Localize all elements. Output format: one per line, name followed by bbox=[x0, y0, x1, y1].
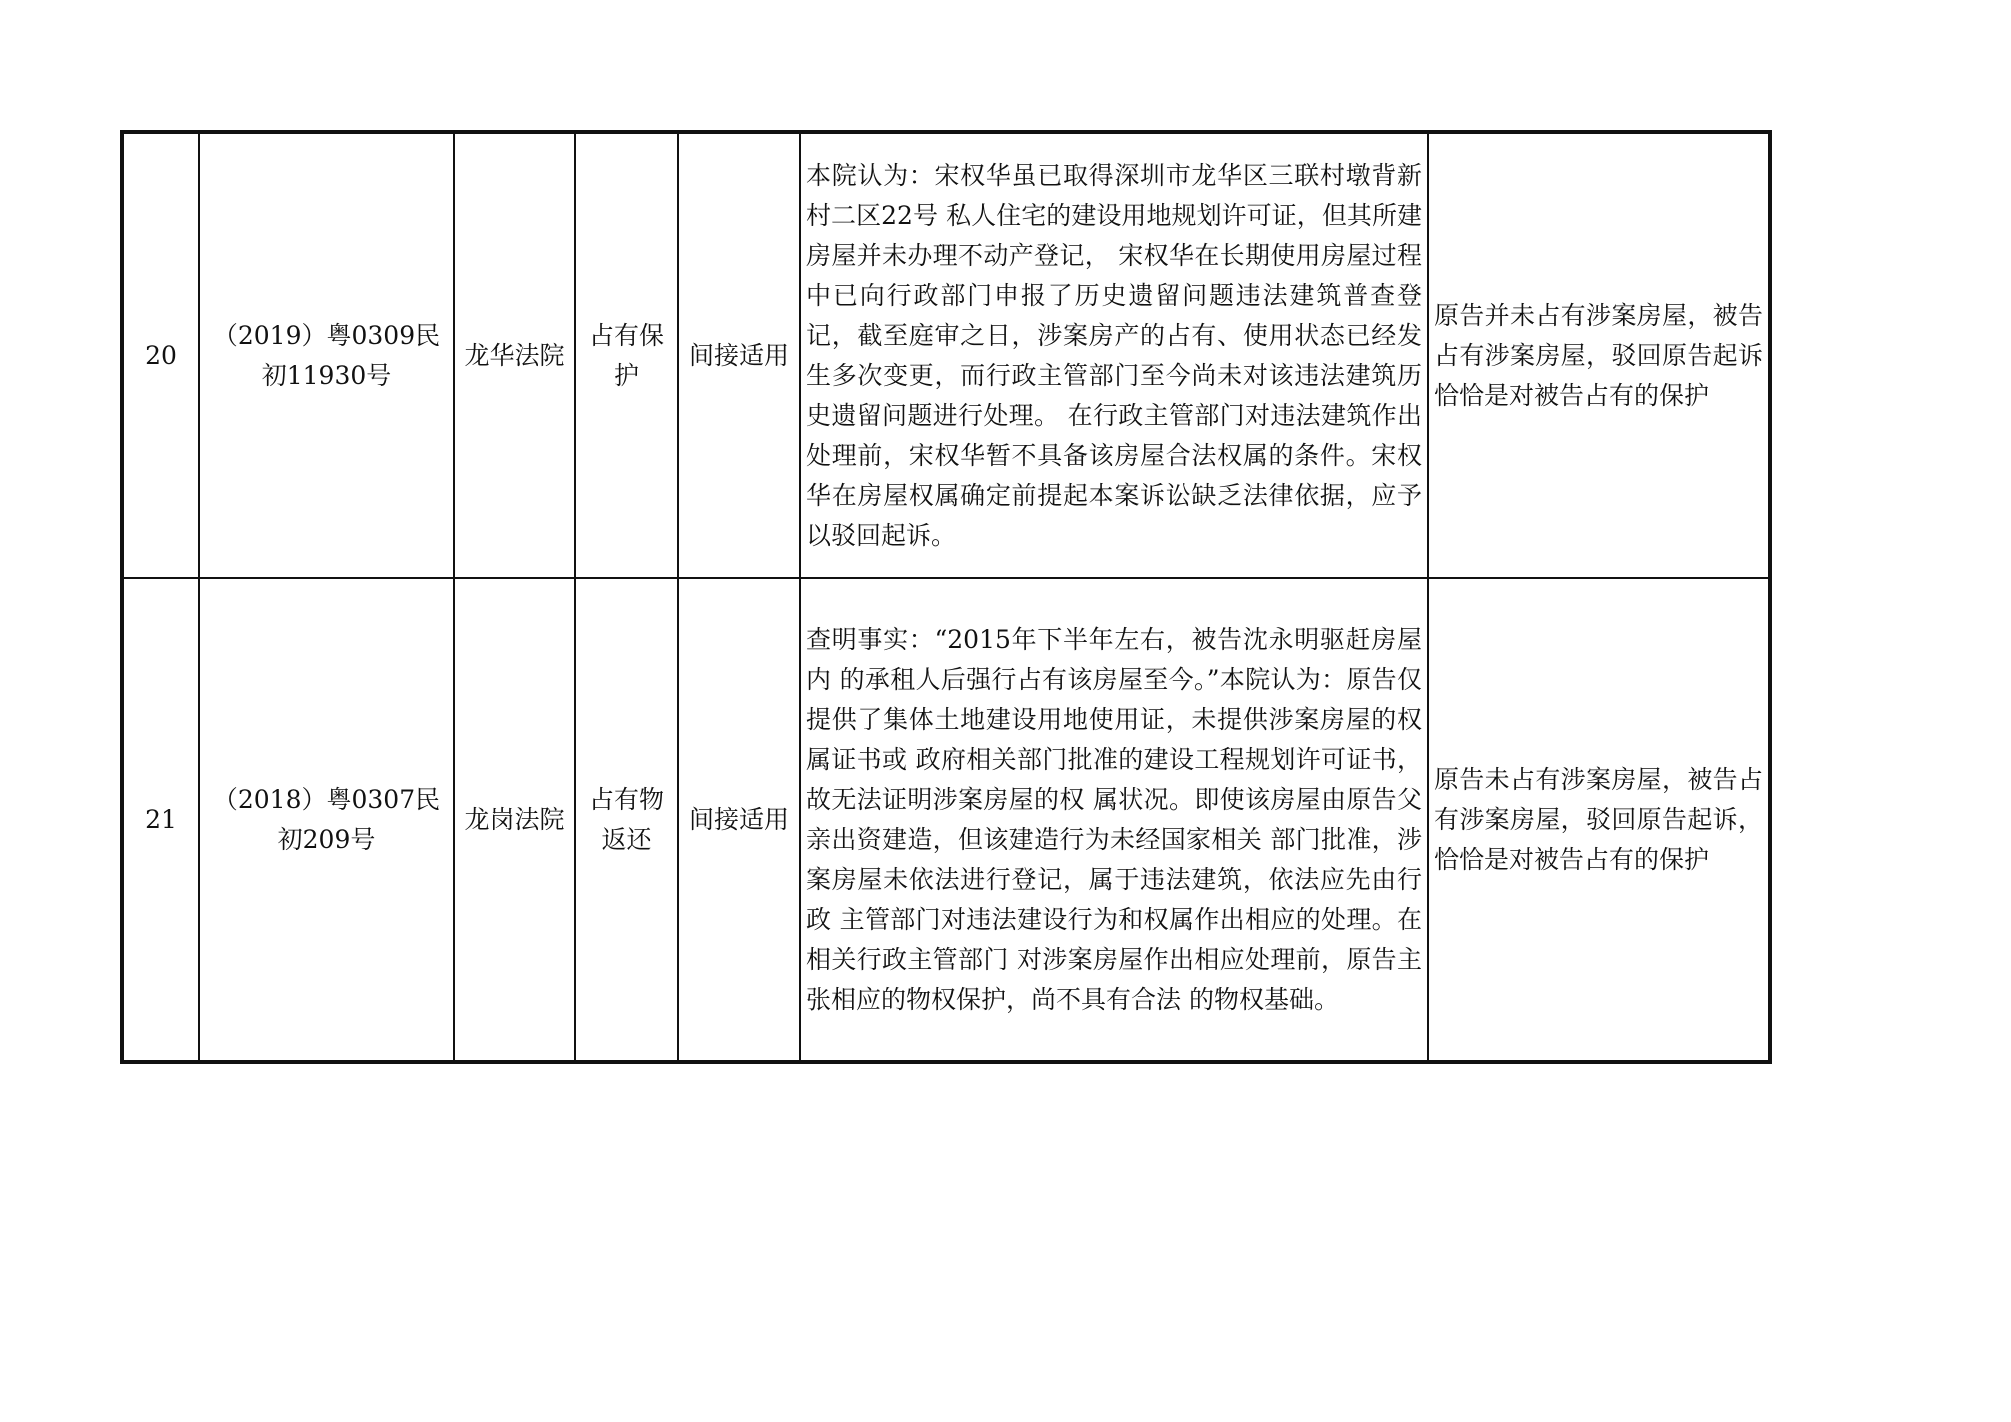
claim-type: 占有物返还 bbox=[575, 578, 678, 1062]
analysis-note: 原告未占有涉案房屋，被告占有涉案房屋，驳回原告起诉，恰恰是对被告占有的保护 bbox=[1428, 578, 1770, 1062]
application-mode: 间接适用 bbox=[678, 132, 800, 578]
case-table bbox=[120, 130, 1772, 1064]
case-number: （2018）粤0307民初209号 bbox=[199, 578, 454, 1062]
table-row bbox=[122, 578, 1770, 1062]
row-number: 21 bbox=[122, 578, 199, 1062]
analysis-note: 原告并未占有涉案房屋，被告占有涉案房屋，驳回原告起诉恰恰是对被告占有的保护 bbox=[1428, 132, 1770, 578]
court-reasoning: 查明事实：“2015年下半年左右，被告沈永明驱赶房屋内 的承租人后强行占有该房屋至今。”本院认为：原告仅提供了集体土地建设用地使用证，未提供涉案房屋的权属证书或 政府相关部门批准的建设工程规划许可证书，故无法证明涉案房屋的权 属状况。即使该房屋由原告父亲出资建造，但该建造行为未经国家相关 部门批准，涉案房屋未依法进行登记，属于违法建筑，依法应先由行政 主管部门对违法建设行为和权属作出相应的处理。在相关行政主管部门 对涉案房屋作出相应处理前，原告主张相应的物权保护，尚不具有合法 的物权基础。 bbox=[800, 578, 1428, 1062]
case-number: （2019）粤0309民初11930号 bbox=[199, 132, 454, 578]
row-number: 20 bbox=[122, 132, 199, 578]
table-row bbox=[122, 132, 1770, 578]
court-name: 龙华法院 bbox=[454, 132, 575, 578]
court-reasoning: 本院认为：宋权华虽已取得深圳市龙华区三联村墩背新村二区22号 私人住宅的建设用地规划许可证，但其所建房屋并未办理不动产登记， 宋权华在长期使用房屋过程中已向行政部门申报了历史遗留问题违法建筑普查登记，截至庭审之日，涉案房产的占有、使用状态已经发生多次变更，而行政主管部门至今尚未对该违法建筑历史遗留问题进行处理。 在行政主管部门对违法建筑作出处理前，宋权华暂不具备该房屋合法权属的条件。宋权华在房屋权属确定前提起本案诉讼缺乏法律依据，应予 以驳回起诉。 bbox=[800, 132, 1428, 578]
claim-type: 占有保护 bbox=[575, 132, 678, 578]
application-mode: 间接适用 bbox=[678, 578, 800, 1062]
court-name: 龙岗法院 bbox=[454, 578, 575, 1062]
